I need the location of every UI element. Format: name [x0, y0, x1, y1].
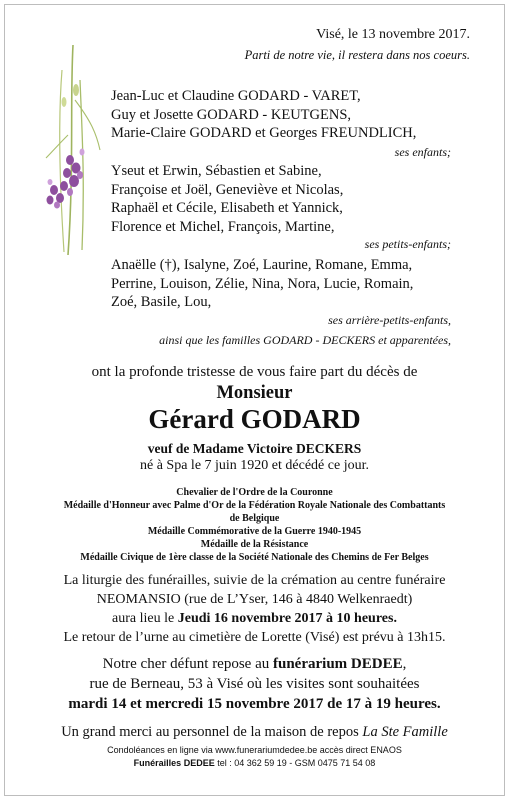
list-item: de Belgique	[229, 513, 280, 524]
thanks-line: Un grand merci au personnel de la maison de repos La Ste Famille	[61, 724, 448, 740]
list-item: Médaille Civique de 1ère classe de la Société Nationale des Chemins de Fer Belges	[80, 552, 429, 563]
list-item: Marie-Claire GODARD et Georges FREUNDLICH,	[111, 125, 417, 141]
great-grandchildren-label: ses arrière-petits-enfants,	[328, 313, 451, 327]
grandchildren-label: ses petits-enfants;	[364, 237, 451, 251]
funerarium-name: funérarium DEDEE	[273, 656, 403, 672]
list-item: Anaëlle (†), Isalyne, Zoé, Laurine, Romane, Emma,	[111, 257, 413, 273]
widower-line: veuf de Madame Victoire DECKERS	[147, 441, 362, 456]
great-grandchildren-list	[111, 256, 413, 312]
list-item: Zoé, Basile, Lou,	[111, 294, 212, 310]
liturgy-line-1: La liturgie des funérailles, suivie de la crémation au centre funéraire	[63, 573, 446, 588]
list-item: Raphaël et Cécile, Elisabeth et Yannick,	[111, 200, 343, 216]
list-item: Florence et Michel, François, Martine,	[111, 218, 335, 235]
company-name: Funérailles DEDEE	[133, 758, 215, 768]
liturgy-line-3: aura lieu le Jeudi 16 novembre 2017 à 10 heures.	[112, 611, 397, 626]
ceremony-date: Jeudi 16 novembre 2017 à 10 heures.	[177, 611, 397, 626]
visits-line-3: mardi 14 et mercredi 15 novembre 2017 de 17 à 19 heures.	[68, 696, 441, 712]
list-item: Françoise et Joël, Geneviève et Nicolas,	[111, 181, 344, 198]
list-item: Médaille Commémorative de la Guerre 1940-1945	[147, 526, 362, 537]
liturgy-line-4: Le retour de l’urne au cimetière de Lorette (Visé) est prévu à 13h15.	[63, 630, 446, 645]
place-date: Visé, le 13 novembre 2017.	[316, 27, 470, 42]
liturgy-line-2: NEOMANSIO (rue de L’Yser, 146 à 4840 Welkenraedt)	[96, 592, 413, 607]
grandchildren-list	[111, 162, 343, 236]
list-item: Médaille de la Résistance	[200, 539, 309, 550]
visits-line-1: Notre cher défunt repose au funérarium DEDEE,	[102, 656, 407, 672]
children-label: ses enfants;	[394, 145, 451, 159]
company-line	[0, 758, 509, 768]
list-item: Médaille d'Honneur avec Palme d'Or de la Fédération Royale Nationale des Combattants	[63, 500, 446, 511]
list-item: Guy et Josette GODARD - KEUTGENS,	[111, 106, 352, 123]
title-monsieur: Monsieur	[216, 383, 293, 403]
list-item: Yseut et Erwin, Sébastien et Sabine,	[111, 163, 322, 179]
visits-line-2: rue de Berneau, 53 à Visé où les visites sont souhaitées	[89, 676, 420, 692]
rest-home-name: La Ste Famille	[362, 724, 448, 740]
birth-death-line: né à Spa le 7 juin 1920 et décédé ce jour.	[140, 458, 369, 473]
flower-illustration	[40, 40, 115, 260]
honors-list	[0, 486, 509, 564]
company-phones: tel : 04 362 59 19 - GSM 0475 71 54 08	[214, 758, 376, 768]
list-item: Chevalier de l'Ordre de la Couronne	[176, 487, 333, 498]
families-line: ainsi que les familles GODARD - DECKERS et apparentées,	[159, 333, 451, 347]
deceased-name: Gérard GODARD	[148, 404, 361, 434]
condolences-line: Condoléances en ligne via www.funerariumdedee.be accès direct ENAOS	[107, 745, 402, 755]
list-item: Jean-Luc et Claudine GODARD - VARET,	[111, 88, 361, 104]
announcement: ont la profonde tristesse de vous faire part du décès de	[91, 364, 418, 380]
epigraph: Parti de notre vie, il restera dans nos coeurs.	[244, 48, 470, 62]
list-item: Perrine, Louison, Zélie, Nina, Nora, Lucie, Romain,	[111, 275, 414, 292]
children-list	[111, 87, 416, 143]
